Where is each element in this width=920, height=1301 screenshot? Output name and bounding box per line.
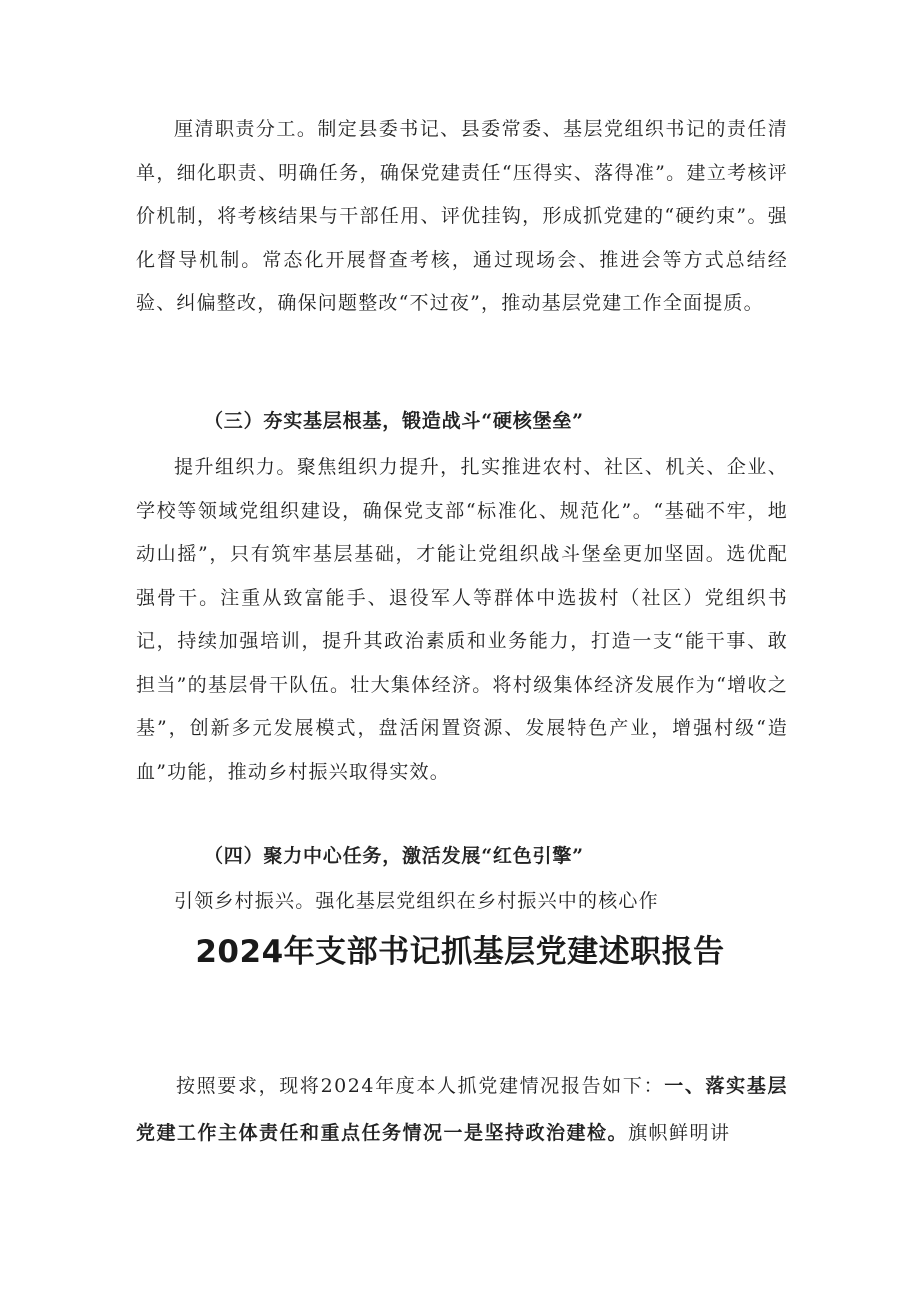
report-intro-tail: 旗帜鲜明讲	[628, 1122, 731, 1144]
section-heading-4: （四）聚力中心任务，激活发展“红色引擎”	[204, 845, 584, 867]
report-intro-paragraph	[136, 1063, 788, 1157]
paragraph-responsibility: 厘清职责分工。制定县委书记、县委常委、基层党组织书记的责任清单，细化职责、明确任务，确保党建责任“压得实、落得准”。建立考核评价机制，将考核结果与干部任用、评优挂钩，形成抓党建的“硬约束”。强化督导机制。常态化开展督查考核，通过现场会、推进会等方式总结经验、纠偏整改，确保问题整改“不过夜”，推动基层党建工作全面提质。	[136, 118, 788, 314]
report-section-one-heading: 一、落实基层党建工作主体责任和重点任务情况一是坚持政治建检。	[136, 1075, 788, 1144]
paragraph-rural-revitalization: 引领乡村振兴。强化基层党组织在乡村振兴中的核心作	[174, 890, 659, 912]
report-intro-text: 按照要求，现将2024年度本人抓党建情况报告如下：	[176, 1075, 665, 1097]
paragraph-grassroots: 提升组织力。聚焦组织力提升，扎实推进农村、社区、机关、企业、学校等领域党组织建设，确保党支部“标准化、规范化”。“基础不牢，地动山摇”，只有筑牢基层基础，才能让党组织战斗堡垒更加坚固。选优配强骨干。注重从致富能手、退役军人等群体中选拔村（社区）党组织书记，持续加强培训，提升其政治素质和业务能力，打造一支“能干事、敢担当”的基层骨干队伍。壮大集体经济。将村级集体经济发展作为“增收之基”，创新多元发展模式，盘活闲置资源、发展特色产业，增强村级“造血”功能，推动乡村振兴取得实效。	[136, 456, 788, 783]
section-heading-3: （三）夯实基层根基，锻造战斗“硬核堡垒”	[204, 410, 584, 432]
report-title: 2024年支部书记抓基层党建述职报告	[195, 934, 725, 970]
